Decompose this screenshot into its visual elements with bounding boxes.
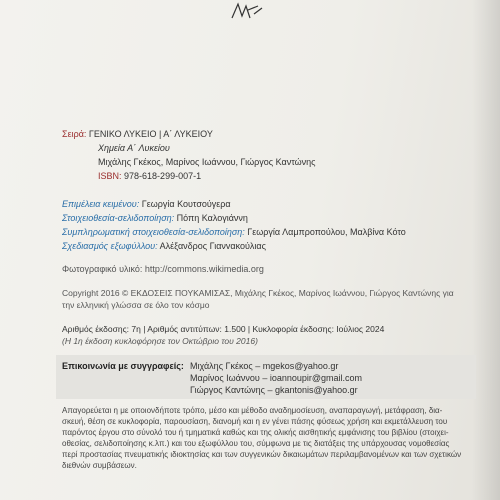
credit-value: Πόπη Καλογιάννη (176, 213, 248, 223)
credit-value: Γεωργία Κουτσούγερα (141, 199, 231, 209)
legal-line: Απαγορεύεται η με οποιονδήποτε τρόπο, μέσο και μέθοδο αναδημοσίευση, αναπαραγωγή, μετάφραση, δια- (62, 406, 443, 415)
contact-label: Επικοινωνία με συγγραφείς: (62, 361, 184, 371)
legal-line: οθεσίας, σελιδοποίησης κ.λπ.) και του εξωφύλλου του, σύμφωνα με τις διατάξεις της υπάρχουσας νομοθεσίας (62, 439, 450, 448)
authors: Μιχάλης Γκέκος, Μαρίνος Ιωάννου, Γιώργος Καντώνης (98, 157, 316, 167)
contact-line: Γιώργος Καντώνης – gkantonis@yahoo.gr (190, 385, 358, 395)
series-label: Σειρά: (62, 129, 87, 139)
credit-value: Αλέξανδρος Γιανvακούλιας (159, 241, 266, 251)
credit-label: Σχεδιασμός εξωφύλλου: (62, 241, 158, 251)
credit-cover-design (62, 240, 266, 252)
isbn-label: ISBN: (98, 171, 122, 181)
credit-label: Επιμέλεια κειμένου: (62, 199, 140, 209)
legal-line: σκευή, θέση σε κυκλοφορία, παρουσίαση, διανομή και η εν γένει πάσης φύσεως χρήση και εκμετάλλευση του (62, 417, 448, 426)
page-shadow (472, 0, 500, 500)
contact-line: Μιχάλης Γκέκος – mgekos@yahoo.gr (190, 361, 339, 371)
credit-label: Στοιχειοθεσία-σελιδοποίηση: (62, 213, 175, 223)
copyright-line-2: την ελληνική γλώσσα σε όλο τον κόσμο (62, 300, 210, 310)
credit-value: Γεωργία Λαμπροπούλου, Μαλβίνα Κότο (247, 227, 406, 237)
isbn-value: 978-618-299-007-1 (124, 171, 202, 181)
legal-line: διεθνών συμβάσεων. (62, 461, 137, 470)
photo-material: Φωτογραφικό υλικό: http://commons.wikimedia.org (62, 264, 264, 274)
series-value: ΓΕΝΙΚΟ ΛΥΚΕΙΟ | Α΄ ΛΥΚΕΙΟΥ (88, 129, 213, 139)
copyright-line-1: Copyright 2016 © ΕΚΔΟΣΕΙΣ ΠΟΥΚΑΜΙΣΑΣ, Μιχάλης Γκέκος, Μαρίνος Ιωάννου, Γιώργος Καντώνης για (62, 288, 454, 298)
credit-supplementary (62, 226, 406, 238)
isbn-line (98, 171, 201, 181)
book-title: Χημεία Α΄ Λυκείου (98, 143, 170, 153)
credit-typesetting (62, 212, 248, 224)
first-edition-note: (Η 1η έκδοση κυκλοφόρησε τον Οκτώβριο του 2016) (62, 336, 258, 346)
signature-scribble (228, 0, 268, 22)
legal-line: παρόντος έργου στο σύνολό του ή τμηματικά καθώς και της ολικής αισθητικής εμφάνισης του βιβλίου (στοιχει- (62, 428, 449, 437)
contact-line: Μαρίνος Ιωάννου – ioannoupir@gmail.com (190, 373, 363, 383)
credit-label: Συμπληρωματική στοιχειοθεσία-σελιδοποίηση: (62, 227, 245, 237)
edition-line: Αριθμός έκδοσης: 7η | Αριθμός αντιτύπων: 1.500 | Κυκλοφορία έκδοσης: Ιούλιος 2024 (62, 324, 385, 334)
legal-line: περί προστασίας πνευματικής ιδιοκτησίας και των συγγενικών δικαιωμάτων περιλαμβανομένων και των σχετικών (62, 450, 462, 459)
series-line (62, 128, 213, 140)
credit-editing (62, 198, 231, 210)
